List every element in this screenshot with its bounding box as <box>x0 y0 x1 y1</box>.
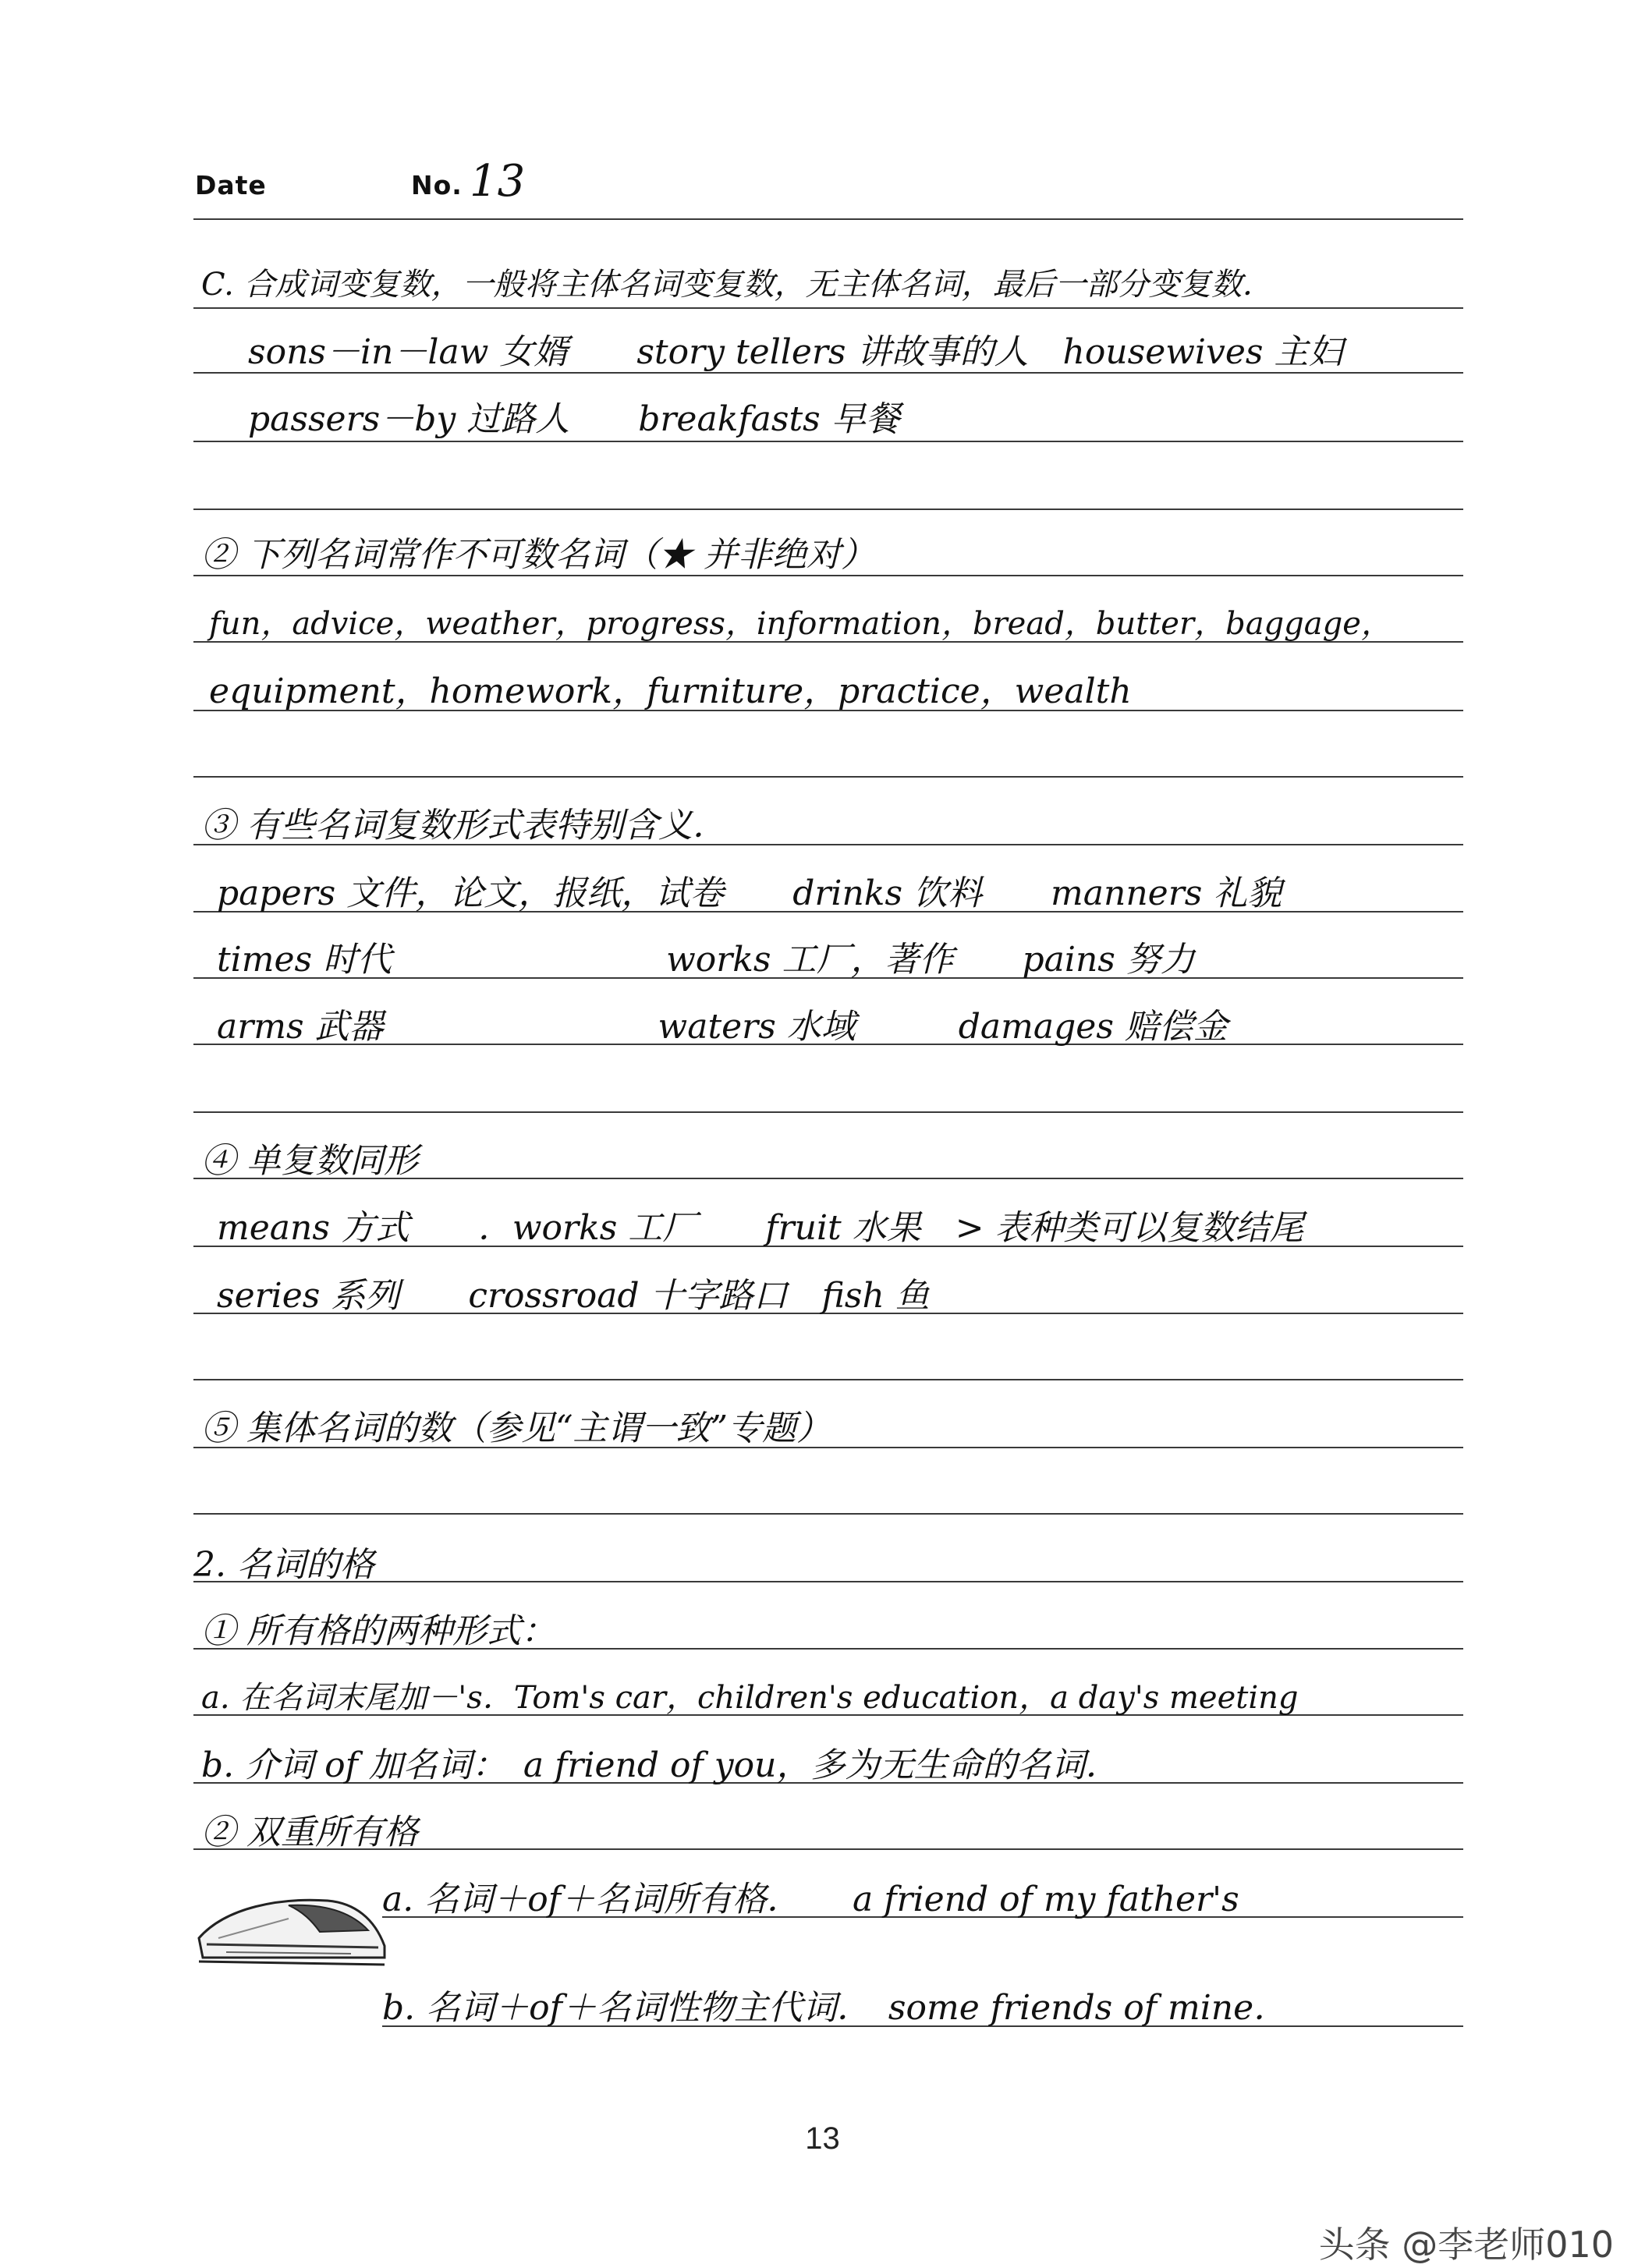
note-line-double-a: a. 名词＋of＋名词所有格． a friend of my father's <box>382 1880 1239 1919</box>
note-line-special-1: papers 文件，论文，报纸，试卷 drinks 饮料 manners 礼貌 <box>217 874 1282 913</box>
note-line-possessive-b: b. 介词 of 加名词： a friend of you，多为无生命的名词． <box>201 1745 1120 1785</box>
note-line-same-form-1: means 方式 ．works 工厂 fruit 水果 > 表种类可以复数结尾 <box>217 1208 1304 1248</box>
train-illustration <box>195 1884 388 1973</box>
note-heading-special-plural: ③ 有些名词复数形式表特别含义． <box>201 806 727 845</box>
ruled-line <box>193 1379 1463 1380</box>
note-line-uncountable-2: equipment，homework，furniture，practice，wealth <box>209 672 1132 711</box>
note-line-special-2: times 时代 works 工厂，著作 pains 努力 <box>217 940 1195 980</box>
note-line-compound-plural: C. 合成词变复数，一般将主体名词变复数，无主体名词，最后一部分变复数． <box>201 267 1274 303</box>
note-line-double-b: b. 名词＋of＋名词性物主代词． some friends of mine． <box>382 1988 1289 2028</box>
note-heading-double-possessive: ② 双重所有格 <box>201 1813 418 1852</box>
ruled-line <box>193 372 1463 374</box>
ruled-line <box>193 1581 1463 1582</box>
note-line-uncountable-1: fun，advice，weather，progress，information，bread，butter，baggage， <box>209 606 1392 642</box>
ruled-line <box>193 441 1463 442</box>
number-label: No. <box>411 170 463 200</box>
ruled-line <box>193 218 1463 220</box>
page-number-handwritten: 13 <box>470 156 526 207</box>
note-line-special-3: arms 武器 waters 水域 damages 赔偿金 <box>217 1007 1228 1047</box>
note-heading-collective: ⑤ 集体名词的数（参见“主谓一致”专题） <box>201 1409 831 1448</box>
ruled-line <box>193 776 1463 778</box>
note-line-same-form-2: series 系列 crossroad 十字路口 fish 鱼 <box>217 1276 930 1316</box>
note-heading-possessive: 2. 名词的格 <box>193 1545 374 1585</box>
ruled-line <box>193 1111 1463 1113</box>
note-heading-same-form: ④ 单复数同形 <box>201 1141 418 1181</box>
watermark: 头条 @李老师010 <box>1318 2224 1614 2266</box>
ruled-line <box>193 307 1463 309</box>
note-line-example-2: passers－by 过路人 breakfasts 早餐 <box>248 399 900 439</box>
page-number: 13 <box>805 2121 840 2156</box>
ruled-line <box>193 575 1463 576</box>
ruled-line <box>193 1513 1463 1515</box>
date-label: Date <box>195 170 267 200</box>
note-heading-uncountable: ② 下列名词常作不可数名词（★ 并非绝对） <box>201 535 875 575</box>
note-line-possessive-forms: ① 所有格的两种形式： <box>201 1611 555 1651</box>
note-line-example-1: sons－in－law 女婿 story tellers 讲故事的人 housewives 主妇 <box>248 332 1343 372</box>
ruled-line <box>193 509 1463 510</box>
note-line-possessive-a: a. 在名词末尾加－'s．Tom's car，children's education，a day's meeting <box>201 1680 1299 1716</box>
